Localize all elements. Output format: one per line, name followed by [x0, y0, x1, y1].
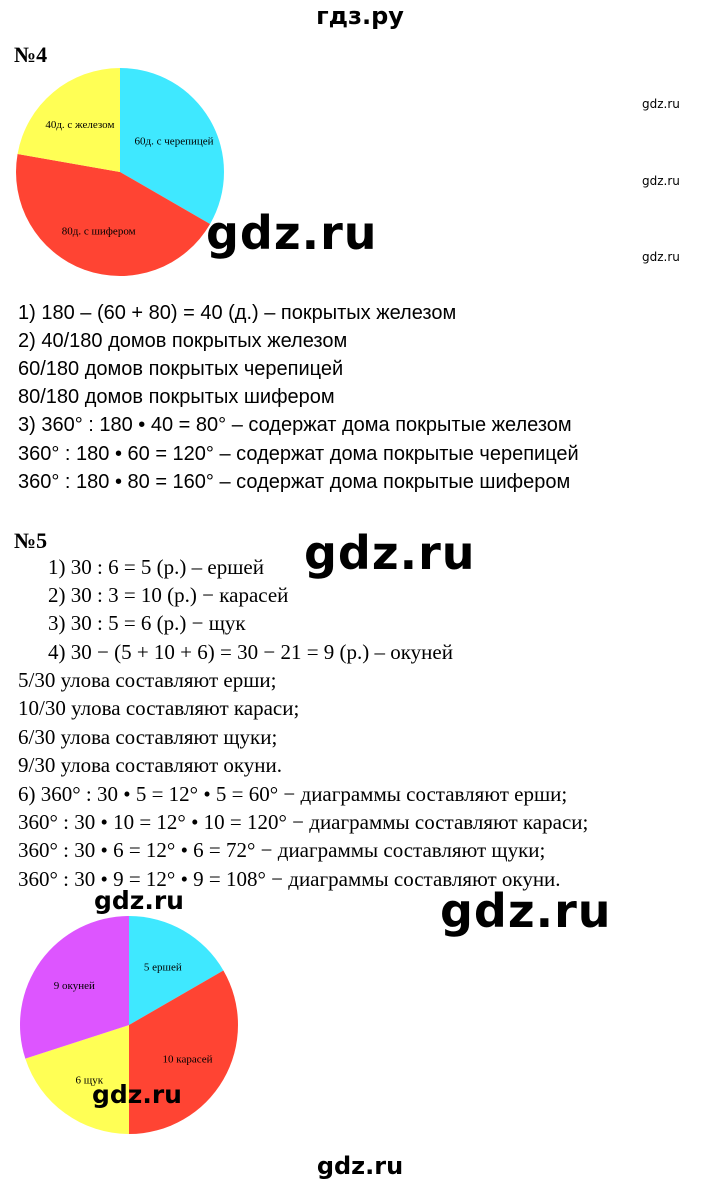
- task5-line-7: 6/30 улова составляют щуки;: [18, 725, 278, 749]
- pie-slice-label: 80д. с шифером: [61, 225, 136, 238]
- task5-line-11: 360° : 30 • 6 = 12° • 6 = 72° − диаграммы составляют щуки;: [18, 838, 546, 862]
- task4-line-2: 2) 40/180 домов покрытых железом: [18, 330, 348, 352]
- task5-line-5: 5/30 улова составляют ерши;: [18, 668, 277, 692]
- pie-chart-roofs: [14, 66, 226, 278]
- pie-slice-label: 40д. с железом: [45, 119, 115, 132]
- watermark-big-3: gdz.ru: [440, 884, 612, 938]
- watermark-small-3: gdz.ru: [642, 250, 680, 264]
- task5-line-2: 2) 30 : 3 = 10 (р.) − карасей: [48, 583, 289, 607]
- watermark-mid-2: gdz.ru: [92, 1080, 182, 1109]
- task5-line-3: 3) 30 : 5 = 6 (р.) − щук: [48, 611, 246, 635]
- task4-heading: №4: [14, 42, 48, 67]
- task5-line-4: 4) 30 − (5 + 10 + 6) = 30 − 21 = 9 (р.) – окуней: [48, 640, 453, 664]
- pie-slice-label: 9 окуней: [53, 980, 95, 993]
- task4-line-5: 3) 360° : 180 • 40 = 80° – содержат дома покрытые железом: [18, 414, 572, 436]
- pie-slice-label: 10 карасей: [162, 1053, 213, 1066]
- task4-line-7: 360° : 180 • 80 = 160° – содержат дома покрытые шифером: [18, 471, 571, 493]
- task5-line-12: 360° : 30 • 9 = 12° • 9 = 108° − диаграммы составляют окуни.: [18, 867, 561, 891]
- pie-slice-label: 60д. с черепицей: [134, 135, 214, 148]
- pie-slice-label: 6 щук: [75, 1074, 104, 1087]
- task5-line-10: 360° : 30 • 10 = 12° • 10 = 120° − диаграммы составляют караси;: [18, 810, 589, 834]
- watermark-small-2: gdz.ru: [642, 174, 680, 188]
- watermark-mid-1: gdz.ru: [94, 886, 184, 915]
- task4-line-6: 360° : 180 • 60 = 120° – содержат дома покрытые черепицей: [18, 443, 579, 465]
- watermark-big-1: gdz.ru: [206, 206, 378, 260]
- task4-line-1: 1) 180 – (60 + 80) = 40 (д.) – покрытых железом: [18, 302, 457, 324]
- task4-line-4: 80/180 домов покрытых шифером: [18, 386, 335, 408]
- task4-line-3: 60/180 домов покрытых черепицей: [18, 358, 344, 380]
- watermark-big-2: gdz.ru: [304, 526, 476, 580]
- task5-line-6: 10/30 улова составляют караси;: [18, 696, 300, 720]
- watermark-bottom: gdz.ru: [316, 1152, 404, 1180]
- watermark-small-1: gdz.ru: [642, 97, 680, 111]
- task5-line-8: 9/30 улова составляют окуни.: [18, 753, 283, 777]
- watermark-top: гдз.ру: [316, 2, 404, 30]
- task5-line-9: 6) 360° : 30 • 5 = 12° • 5 = 60° − диаграммы составляют ерши;: [18, 782, 568, 806]
- task5-heading: №5: [14, 528, 48, 553]
- pie-slice-label: 5 ершей: [143, 961, 182, 974]
- task5-line-1: 1) 30 : 6 = 5 (р.) – ершей: [48, 555, 264, 579]
